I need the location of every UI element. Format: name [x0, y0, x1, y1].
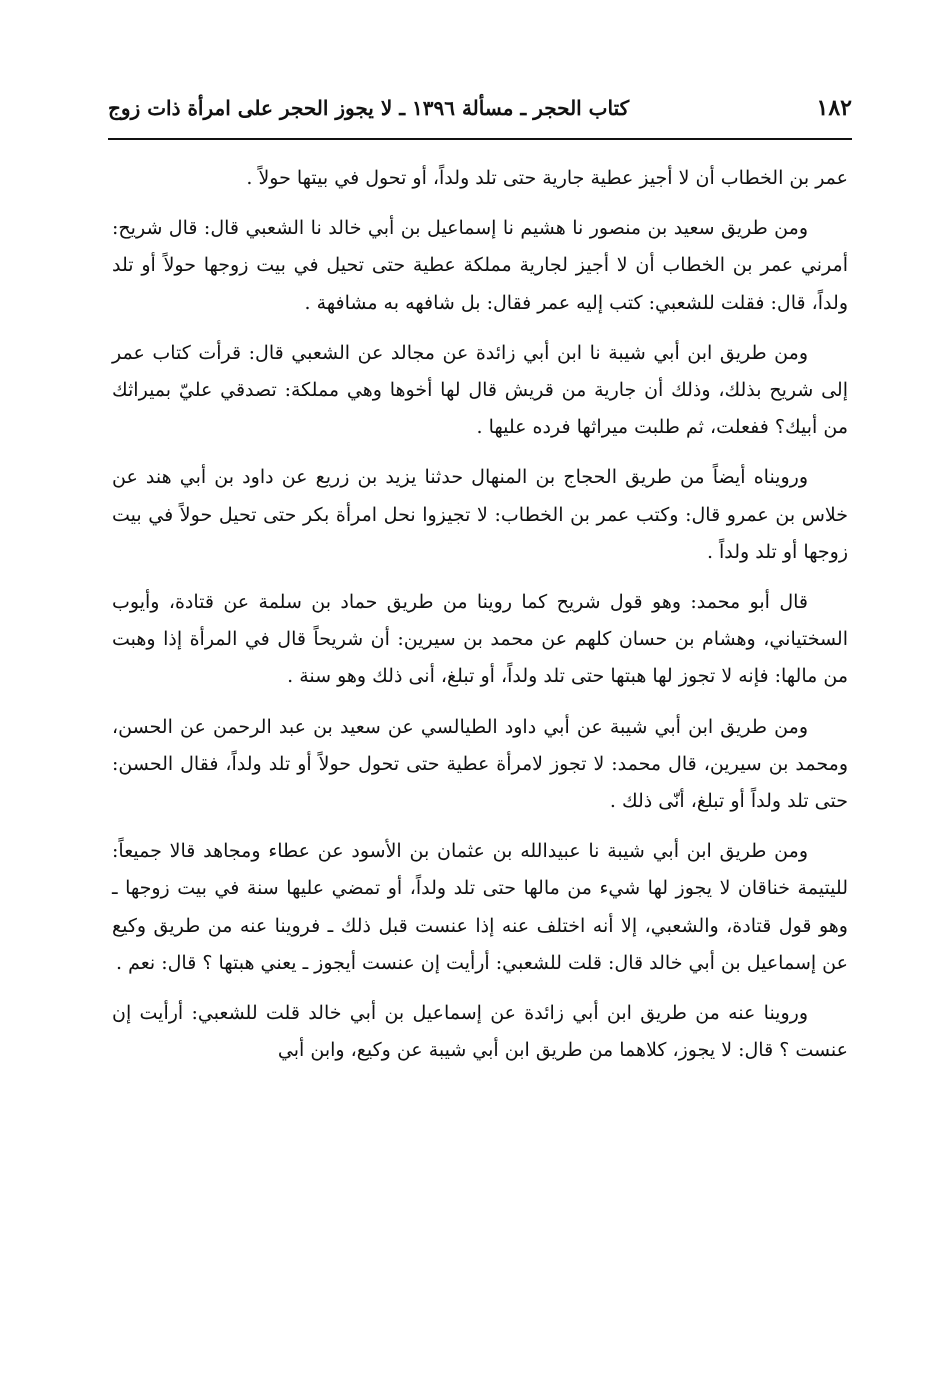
body-text [112, 160, 848, 1082]
header-rule [108, 138, 852, 140]
paragraph: ومن طريق ابن أبي شيبة نا ابن أبي زائدة عن مجالد عن الشعبي قال: قرأت كتاب عمر إلى شريح بذلك، وذلك أن جارية من قريش قال لها أخوها وهي مملكة: تصدقي عليّ بميراثك من أبيك؟ ففعلت، ثم طلبت ميراثها فرده عليها . [112, 341, 848, 439]
paragraph: وروينا عنه من طريق ابن أبي زائدة عن إسماعيل بن أبي خالد قلت للشعبي: أرأيت إن عنست ؟ قال: لا يجوز، كلاهما من طريق ابن أبي شيبة عن وكيع، وابن أبي [112, 1002, 848, 1062]
page-number: ١٨٢ [816, 95, 852, 121]
paragraph: ومن طريق ابن أبي شيبة عن أبي داود الطيالسي عن سعيد بن عبد الرحمن عن الحسن، ومحمد بن سيرين، قال محمد: لا تجوز لامرأة عطية حتى تحول حولاً أو تلد ولداً، فقال الحسن: حتى تلد ولداً أو تبلغ، أنّى ذلك . [112, 715, 848, 813]
page-header [108, 86, 852, 130]
paragraph: عمر بن الخطاب أن لا أجيز عطية جارية حتى تلد ولداً، أو تحول في بيتها حولاً . [246, 167, 848, 189]
paragraph: ورويناه أيضاً من طريق الحجاج بن المنهال حدثنا يزيد بن زريع عن داود بن أبي هند عن خلاس بن عمرو قال: وكتب عمر بن الخطاب: لا تجيزوا نحل امرأة بكر حتى تحيل حولاً في بيت زوجها أو تلد ولداً . [112, 466, 848, 563]
paragraph: ومن طريق ابن أبي شيبة نا عبيدالله بن عثمان بن الأسود عن عطاء ومجاهد قالا جميعاً: لليتيمة خناقان لا يجوز لها شيء من مالها حتى تلد ولداً، أو تمضي عليها سنة في بيت زوجها ـ وهو قول قتادة، والشعبي، إلا أنه اختلف عنه إذا عنست قبل ذلك ـ فروينا عنه من طريق وكيع عن إسماعيل بن أبي خالد قال: قلت للشعبي: أرأيت إن عنست أيجوز ـ يعني هبتها ؟ قال: نعم . [112, 840, 848, 974]
paragraph: ومن طريق سعيد بن منصور نا هشيم نا إسماعيل بن أبي خالد نا الشعبي قال: قال شريح: أمرني عمر بن الخطاب أن لا أجيز لجارية مملكة عطية حتى تحيل في بيت زوجها حولاً أو تلد ولداً، قال: فقلت للشعبي: كتب إليه عمر فقال: بل شافهه به مشافهة . [112, 217, 848, 314]
running-title: كتاب الحجر ـ مسألة ١٣٩٦ ـ لا يجوز الحجر على امرأة ذات زوج [108, 96, 630, 120]
paragraph: قال أبو محمد: وهو قول شريح كما روينا من طريق حماد بن سلمة عن قتادة، وأيوب السختياني، وهشام بن حسان كلهم عن محمد بن سيرين: أن شريحاً قال في المرأة إذا وهبت من مالها: فإنه لا تجوز لها هبتها حتى تلد ولداً، أو تبلغ، أنى ذلك وهو سنة . [112, 591, 848, 688]
